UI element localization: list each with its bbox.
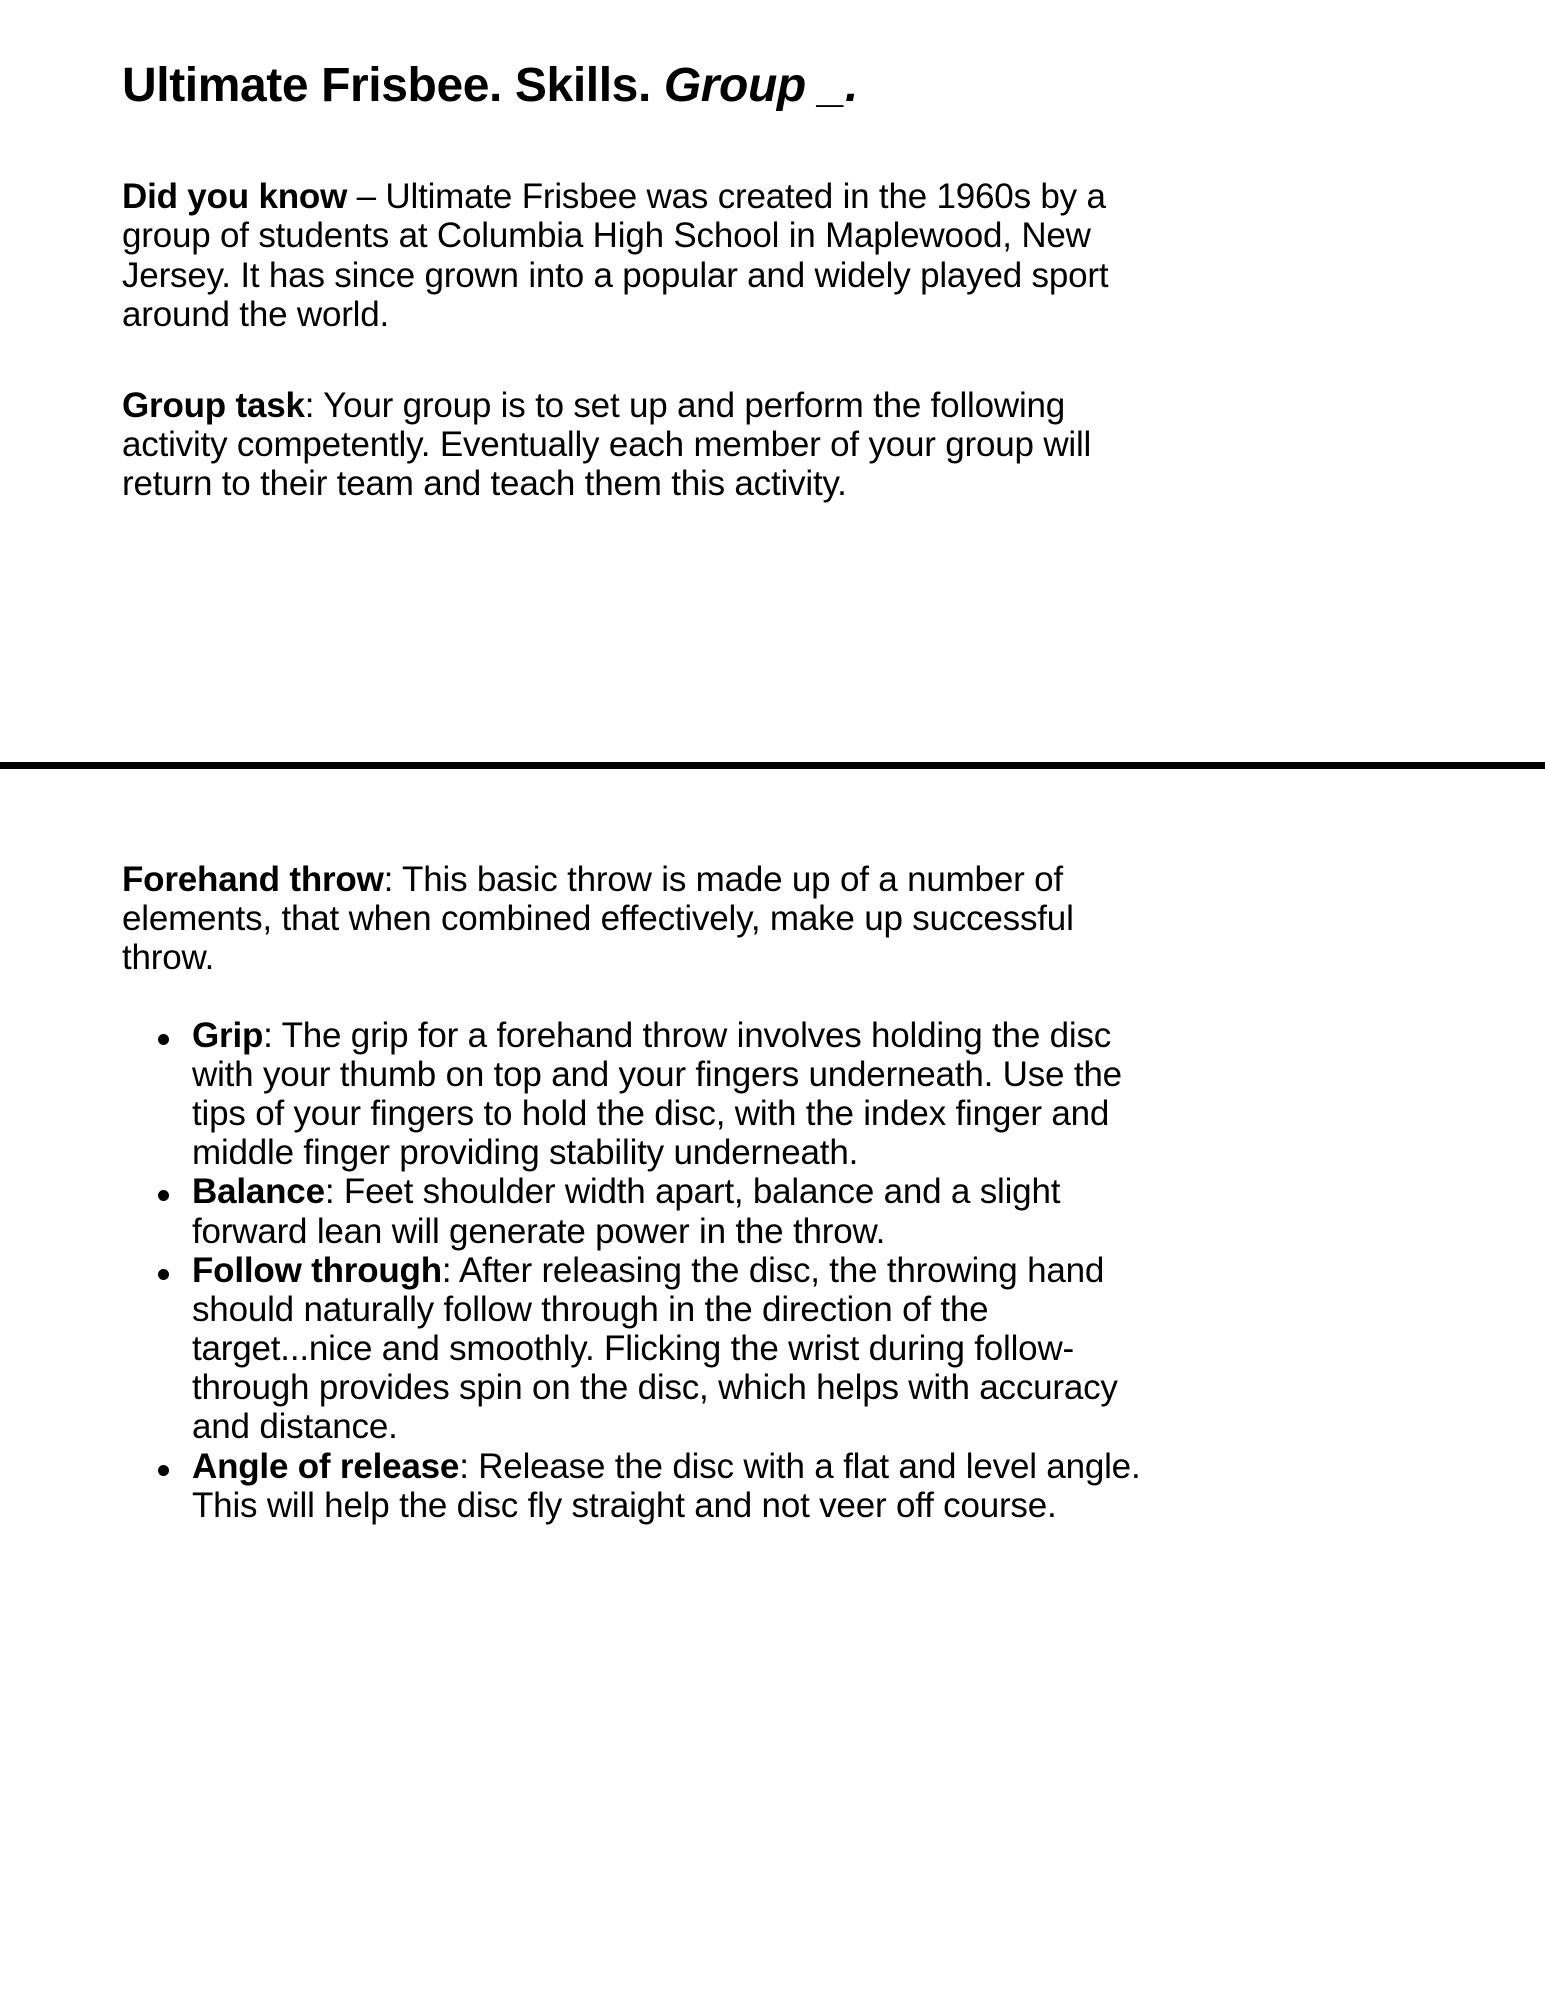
- list-item-text: : After releasing the disc, the throwing hand should naturally follow through in the direction of the target...nice and smoothly. Flicking the wrist during follow-through provides spin on the disc, which helps with accuracy and distance.: [192, 1250, 1118, 1447]
- list-item-term: Grip: [192, 1015, 264, 1055]
- list-item-term: Follow through: [192, 1250, 442, 1290]
- section-divider: [0, 762, 1545, 769]
- list-item: [155, 1172, 1155, 1250]
- list-item-text: : Feet shoulder width apart, balance and a slight forward lean will generate power in the throw.: [192, 1172, 1061, 1251]
- list-item-term: Balance: [192, 1172, 325, 1212]
- list-item-text: : Release the disc with a flat and level angle. This will help the disc fly straight and not veer off course.: [192, 1446, 1141, 1525]
- page-title-italic: Group _.: [663, 59, 858, 112]
- page-title: [0, 0, 1545, 113]
- group-task-paragraph: [0, 386, 1545, 504]
- forehand-throw-body: : This basic throw is made up of a number of elements, that when combined effectively, make up successful throw.: [122, 860, 1074, 978]
- did-you-know-label: Did you know: [122, 177, 348, 217]
- group-task-body: : Your group is to set up and perform the following activity competently. Eventually each member of your group will return to their team and teach them this activity.: [122, 385, 1092, 504]
- list-item-text: : The grip for a forehand throw involves holding the disc with your thumb on top and your fingers underneath. Use the tips of your fingers to hold the disc, with the index finger and middle finger providing stability underneath.: [192, 1015, 1122, 1173]
- page-title-plain: Ultimate Frisbee. Skills.: [122, 59, 651, 112]
- list-item: [155, 1016, 1155, 1173]
- forehand-section: [0, 860, 1545, 1525]
- did-you-know-paragraph: [0, 177, 1545, 334]
- forehand-throw-paragraph: [0, 860, 1545, 978]
- list-item: [155, 1251, 1155, 1447]
- list-item: [155, 1447, 1155, 1525]
- forehand-throw-label: Forehand throw: [122, 860, 384, 899]
- intro-section: [0, 0, 1545, 504]
- group-task-label: Group task: [122, 385, 305, 425]
- list-item-term: Angle of release: [192, 1446, 460, 1486]
- did-you-know-body: – Ultimate Frisbee was created in the 1960s by a group of students at Columbia High School in Maplewood, New Jersey. It has since grown into a popular and widely played sport around the world.: [122, 177, 1109, 334]
- forehand-elements-list: [0, 1016, 1545, 1525]
